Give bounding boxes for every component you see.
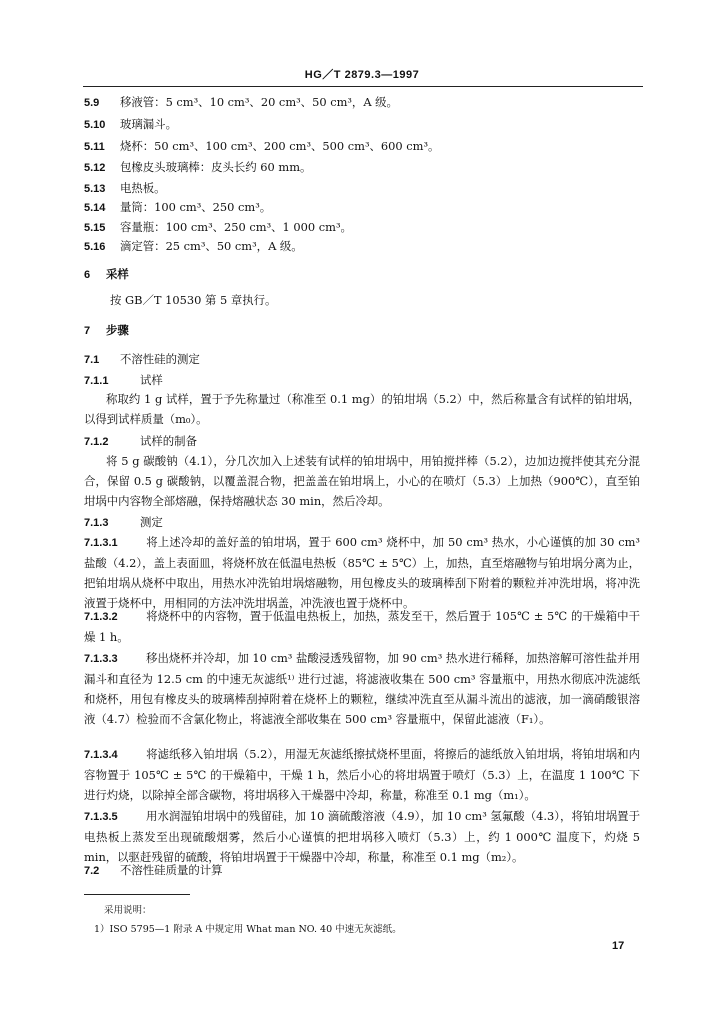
item-text: 电热板。: [120, 181, 166, 195]
item-text: 玻璃漏斗。: [120, 117, 177, 131]
section-title: 步骤: [106, 325, 129, 337]
section-number: 6: [84, 269, 91, 281]
item-number: 5.13: [84, 183, 106, 195]
item-number: 5.15: [84, 222, 106, 234]
paragraph: 将 5 g 碳酸钠（4.1），分几次加入上述装有试样的铂坩埚中，用铂搅拌棒（5.2），边加边搅拌使其充分混合，保留 0.5 g 碳酸钠，以覆盖混合物，把盖盖在铂坩埚上，小心的在喷灯（5.3）上加热（900℃），直至铂坩埚中内容物全部熔融，保持熔融状态 30 min，然后冷却。: [84, 454, 640, 508]
item-number: 5.10: [84, 119, 106, 131]
subsection-heading: [84, 349, 200, 370]
section-title: 采样: [106, 269, 129, 281]
item-text: 烧杯：50 cm³、100 cm³、200 cm³、500 cm³、600 cm³。: [120, 139, 440, 153]
subsection-heading: [84, 370, 163, 391]
subsection-title: 不溶性硅的测定: [120, 352, 200, 366]
subsection-title: 测定: [140, 515, 163, 529]
item-text: 容量瓶：100 cm³、250 cm³、1 000 cm³。: [120, 220, 352, 234]
subsection-title: 试样的制备: [140, 434, 197, 448]
footnote-text: 1）ISO 5795—1 附录 A 中规定用 What man NO. 40 中速无灰滤纸。: [94, 924, 402, 935]
header-rule: [83, 86, 643, 87]
standard-header: HG／T 2879.3—1997: [304, 69, 420, 81]
apparatus-item: [84, 157, 311, 178]
item-number: 5.16: [84, 241, 106, 253]
subsection-title: 试样: [140, 373, 163, 387]
section-heading: [84, 322, 129, 338]
footnote-rule: [84, 894, 190, 895]
item-number: 5.14: [84, 202, 106, 214]
paragraph: [84, 648, 640, 729]
apparatus-item: [84, 217, 352, 238]
subsection-title: 不溶性硅质量的计算: [120, 863, 223, 877]
apparatus-item: [84, 178, 166, 199]
clause-number: 7.1.3.4: [84, 749, 118, 761]
section-number: 7: [84, 325, 91, 337]
section-text: 按 GB／T 10530 第 5 章执行。: [110, 293, 277, 307]
clause-text: 用水润湿铂坩埚中的残留硅，加 10 滴硫酸溶液（4.9），加 10 cm³ 氢氟酸（4.3），将铂坩埚置于电热板上蒸发至出现硫酸烟雾，然后小心谨慎的把坩埚移入喷灯（5.3）上，约 1 000℃ 温度下，灼烧 5 min，以驱赶残留的硫酸，将铂坩埚置于干燥器中冷却，称量，称准至 0.1 mg（m₂）。: [84, 809, 640, 864]
subsection-heading: [84, 512, 163, 533]
clause-number: 7.1.3.2: [84, 611, 118, 623]
clause-text: 将滤纸移入铂坩埚（5.2），用湿无灰滤纸擦拭烧杯里面，将擦后的滤纸放入铂坩埚，将铂坩埚和内容物置于 105℃ ± 5℃ 的干燥箱中，干燥 1 h，然后小心的将坩埚置于喷灯（5.3）上，在温度 1 100℃ 下进行灼烧，以除掉全部含碳物，将坩埚移入干燥器中冷却，称量，称准至 0.1 mg（m₁）。: [84, 747, 640, 802]
clause-number: 7.1.3.3: [84, 653, 118, 665]
paragraph: [84, 744, 640, 805]
subsection-heading: [84, 860, 223, 881]
paragraph: [84, 606, 640, 647]
clause-text: 将上述冷却的盖好盖的铂坩埚，置于 600 cm³ 烧杯中，加 50 cm³ 热水，小心谨慎的加 30 cm³ 盐酸（4.2），盖上表面皿，将烧杯放在低温电热板（85℃ ± 5℃）上，加热，直至熔融物与铂坩埚分离为止，把铂坩埚从烧杯中取出，用热水冲洗铂坩埚熔融物，用包橡皮头的玻璃棒刮下附着的颗粒并冲洗坩埚，将冲洗液置于烧杯中，用相同的方法冲洗坩埚盖，冲洗液也置于烧杯中。: [84, 535, 640, 610]
footnote-title: 采用说明：: [104, 905, 152, 916]
item-number: 5.12: [84, 162, 106, 174]
apparatus-item: [84, 92, 398, 113]
clause-text: 移出烧杯并冷却，加 10 cm³ 盐酸浸透残留物，加 90 cm³ 热水进行稀释，加热溶解可溶性盐并用漏斗和直径为 12.5 cm 的中速无灰滤纸¹⁾ 进行过滤，将滤液收集在 500 cm³ 容量瓶中，用热水彻底冲洗滤纸和烧杯，用包有橡皮头的玻璃棒刮掉附着在烧杯上的颗粒，继续冲洗直至从漏斗流出的滤液，加一滴硝酸银溶液（4.7）检验而不含氯化物止，将滤液全部收集在 500 cm³ 容量瓶中，保留此滤液（F₁）。: [84, 651, 640, 726]
subsection-number: 7.1.3: [84, 517, 109, 529]
item-text: 滴定管：25 cm³、50 cm³，A 级。: [120, 239, 303, 253]
subsection-number: 7.1: [84, 354, 100, 366]
apparatus-item: [84, 136, 439, 157]
clause-text: 将烧杯中的内容物，置于低温电热板上，加热，蒸发至干，然后置于 105℃ ± 5℃ 的干燥箱中干燥 1 h。: [84, 609, 640, 644]
item-text: 量筒：100 cm³、250 cm³。: [120, 200, 272, 214]
item-number: 5.11: [84, 141, 105, 153]
item-number: 5.9: [84, 97, 100, 109]
clause-number: 7.1.3.1: [84, 537, 118, 549]
subsection-number: 7.1.2: [84, 436, 109, 448]
subsection-heading: [84, 431, 197, 452]
item-text: 移液管：5 cm³、10 cm³、20 cm³、50 cm³，A 级。: [120, 95, 398, 109]
apparatus-item: [84, 236, 303, 257]
apparatus-item: [84, 114, 177, 135]
clause-number: 7.1.3.5: [84, 811, 118, 823]
subsection-number: 7.1.1: [84, 375, 109, 387]
paragraph: [84, 806, 640, 867]
page-number: 17: [612, 940, 625, 952]
item-text: 包橡皮头玻璃棒：皮头长约 60 mm。: [120, 160, 312, 174]
apparatus-item: [84, 197, 271, 218]
paragraph: 称取约 1 g 试样，置于予先称量过（称准至 0.1 mg）的铂坩埚（5.2）中，然后称量含有试样的铂坩埚，以得到试样质量（m₀）。: [84, 392, 640, 426]
subsection-number: 7.2: [84, 865, 100, 877]
section-heading: [84, 266, 129, 282]
paragraph: [84, 532, 640, 613]
